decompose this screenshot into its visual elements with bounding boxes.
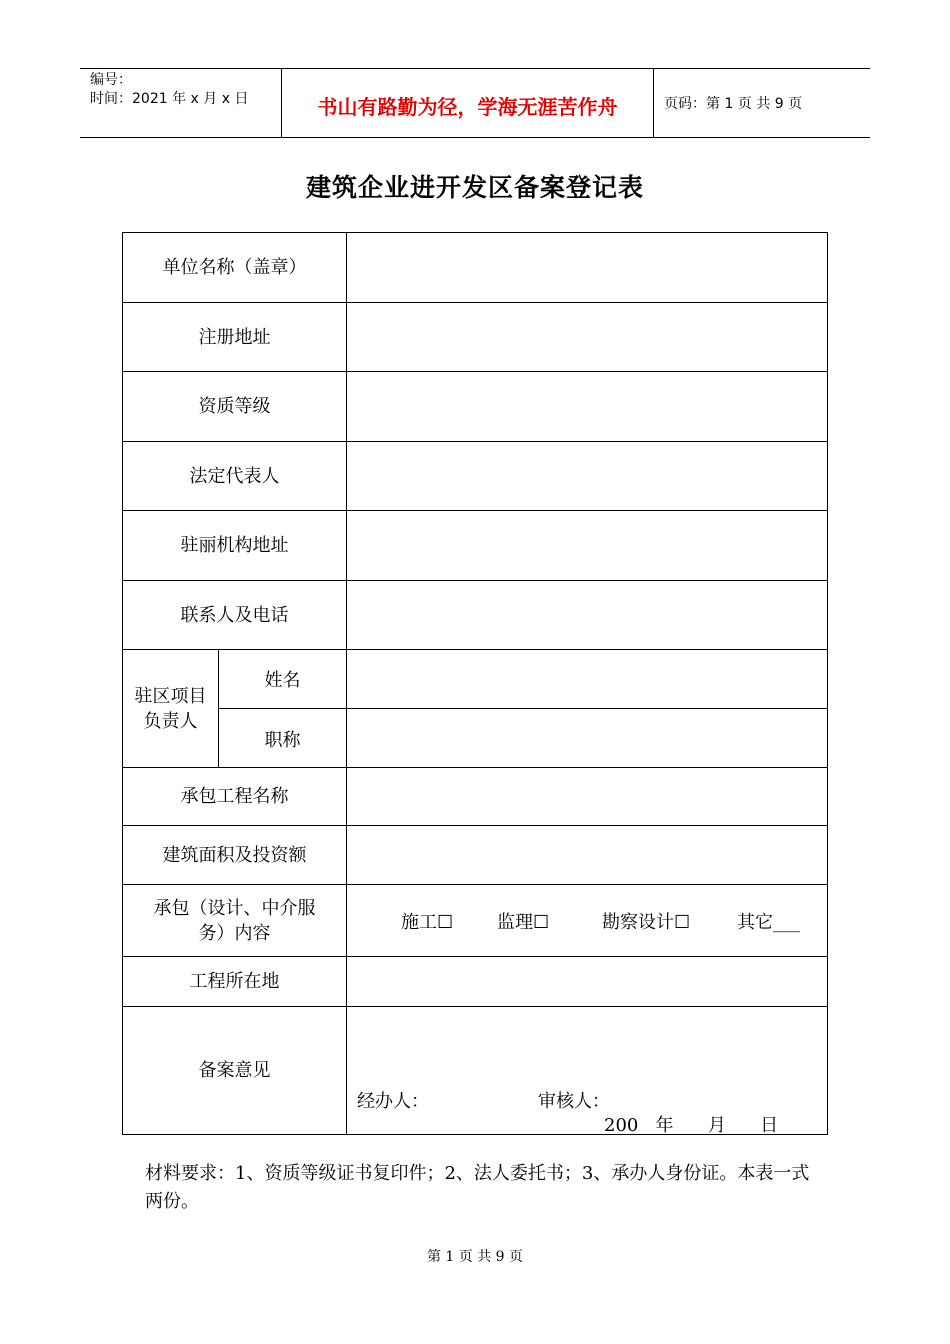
document-header: [80, 68, 870, 138]
page-footer: 第 1 页 共 9 页: [426, 1249, 524, 1265]
material-requirements: 材料要求：1、资质等级证书复印件；2、法人委托书；3、承办人身份证。本表一式两份。: [145, 1163, 810, 1212]
qualification-label: 资质等级: [123, 372, 347, 441]
option-other-field[interactable]: 其它___: [737, 911, 800, 933]
row-location: [123, 957, 827, 1007]
project-leader-label: 驻区项目负责人: [123, 650, 219, 767]
service-options: [347, 885, 827, 956]
row-unit-name: [123, 233, 827, 303]
office-address-label: 驻丽机构地址: [123, 511, 347, 580]
registration-form-table: [122, 232, 828, 1135]
header-meta: [80, 69, 281, 137]
page-title: 建筑企业进开发区备案登记表: [305, 173, 644, 202]
reg-address-label: 注册地址: [123, 303, 347, 371]
project-name-field[interactable]: [347, 768, 827, 825]
opinion-label: 备案意见: [123, 1007, 347, 1134]
unit-name-label: 单位名称（盖章）: [123, 233, 347, 302]
reg-address-field[interactable]: [347, 303, 827, 371]
contact-label: 联系人及电话: [123, 581, 347, 649]
header-page-info: 页码：第 1 页 共 9 页: [664, 96, 803, 112]
reviewer-label: 审核人：: [538, 1091, 610, 1112]
leader-title-label: 职称: [219, 709, 347, 768]
service-content-label: 承包（设计、中介服务）内容: [123, 885, 347, 956]
date-line: 200 年 月 日: [604, 1115, 779, 1136]
location-field[interactable]: [347, 957, 827, 1006]
leader-title-field[interactable]: [347, 709, 827, 768]
option-construction-checkbox[interactable]: 施工☐: [401, 911, 454, 933]
leader-name-label: 姓名: [219, 650, 347, 708]
time-label: 时间：2021 年 x 月 x 日: [90, 91, 249, 107]
row-office-address: [123, 511, 827, 581]
row-qualification: [123, 372, 827, 442]
row-project-leader: [123, 650, 827, 768]
area-investment-label: 建筑面积及投资额: [123, 826, 347, 884]
unit-name-field[interactable]: [347, 233, 827, 302]
row-area-investment: [123, 826, 827, 885]
row-reg-address: [123, 303, 827, 372]
project-name-label: 承包工程名称: [123, 768, 347, 825]
number-label: 编号：: [90, 72, 132, 88]
option-supervision-checkbox[interactable]: 监理☐: [497, 911, 550, 933]
opinion-field[interactable]: [347, 1007, 827, 1134]
row-legal-rep: [123, 442, 827, 511]
legal-rep-field[interactable]: [347, 442, 827, 510]
legal-rep-label: 法定代表人: [123, 442, 347, 510]
office-address-field[interactable]: [347, 511, 827, 580]
option-survey-design-checkbox[interactable]: 勘察设计☐: [602, 911, 691, 933]
handler-label: 经办人：: [357, 1091, 429, 1112]
row-service-content: [123, 885, 827, 957]
row-contact: [123, 581, 827, 650]
area-investment-field[interactable]: [347, 826, 827, 884]
row-opinion: [123, 1007, 827, 1134]
row-project-name: [123, 768, 827, 826]
qualification-field[interactable]: [347, 372, 827, 441]
leader-name-field[interactable]: [347, 650, 827, 708]
contact-field[interactable]: [347, 581, 827, 649]
header-slogan: 书山有路勤为径，学海无涯苦作舟: [281, 69, 654, 137]
location-label: 工程所在地: [123, 957, 347, 1006]
